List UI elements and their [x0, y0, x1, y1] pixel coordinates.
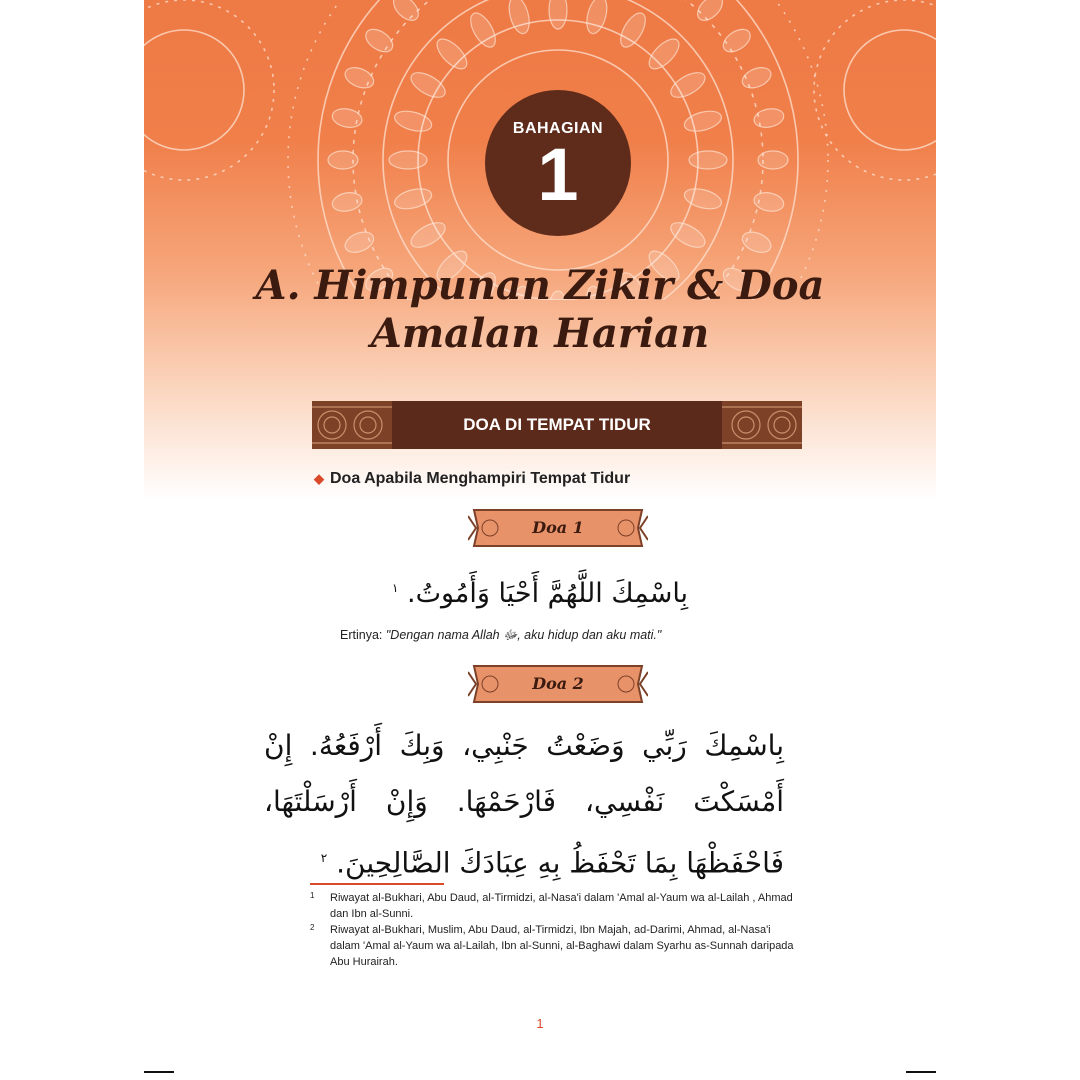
footnote-number: 1 [310, 891, 315, 900]
doa-1-tab [468, 506, 648, 550]
footnote-ref-2: ٢ [320, 851, 328, 865]
crop-mark-right [906, 1071, 936, 1073]
meaning-prefix: Ertinya: [340, 628, 386, 642]
section-heading-bar [312, 401, 802, 449]
footnote-number: 2 [310, 923, 315, 932]
subheading-text: Doa Apabila Menghampiri Tempat Tidur [330, 470, 631, 487]
page-title-line-2: Amalan Harian [370, 310, 710, 357]
doa-2-tab [468, 662, 648, 706]
doa-1-label: Doa 1 [532, 518, 584, 537]
badge-number: 1 [537, 133, 579, 216]
crop-mark-left [144, 1071, 174, 1073]
footnote-ref-1: ١ [391, 581, 399, 595]
doa-1-meaning [340, 628, 661, 646]
ornament-left-icon [312, 401, 392, 449]
footnote-divider [310, 883, 444, 885]
subheading [314, 470, 630, 488]
ornament-right-icon [722, 401, 802, 449]
badge-label: BAHAGIAN [512, 120, 604, 137]
diamond-bullet-icon: ◆ [314, 471, 324, 486]
footnote-1 [310, 890, 800, 922]
meaning-text: "Dengan nama Allah ﷻ, aku hidup dan aku mati." [385, 628, 662, 642]
page-title [144, 262, 936, 358]
footnote-2 [310, 922, 800, 970]
document-page [144, 0, 936, 1080]
footnote-text: Riwayat al-Bukhari, Abu Daud, al-Tirmidzi, al-Nasa'i dalam 'Amal al-Yaum wa al-Lailah , Ahmad dan Ibn al-Sunni. [330, 892, 793, 920]
doa-2-label: Doa 2 [532, 674, 584, 693]
doa-2-arabic-text: بِاسْمِكَ رَبِّي وَضَعْتُ جَنْبِي، وَبِكَ أَرْفَعُهُ. إِنْ أَمْسَكْتَ نَفْسِي، فَارْحَمْهَا. وَإِنْ أَرْسَلْتَهَا، فَاحْفَظْهَا بِمَا تَحْفَظُ بِهِ عِبَادَكَ الصَّالِحِينَ. $^٢$ [264, 729, 784, 880]
section-badge [485, 90, 631, 236]
doa-1-arabic-text: بِاسْمِكَ اللَّهُمَّ أَحْيَا وَأَمُوتُ. $^١$ [391, 578, 689, 609]
section-heading-label: DOA DI TEMPAT TIDUR [463, 415, 651, 434]
page-number: 1 [536, 1016, 544, 1031]
footnote-text: Riwayat al-Bukhari, Muslim, Abu Daud, al-Tirmidzi, Ibn Majah, ad-Darimi, Ahmad, al-Nasa'i dalam 'Amal al-Yaum wa al-Lailah, Ibn al-Sunni, al-Baghawi dalam Syarhu as-Sunnah daripada Abu Hurairah. [330, 924, 794, 968]
page-title-line-1: A. Himpunan Zikir & Doa [255, 262, 825, 309]
